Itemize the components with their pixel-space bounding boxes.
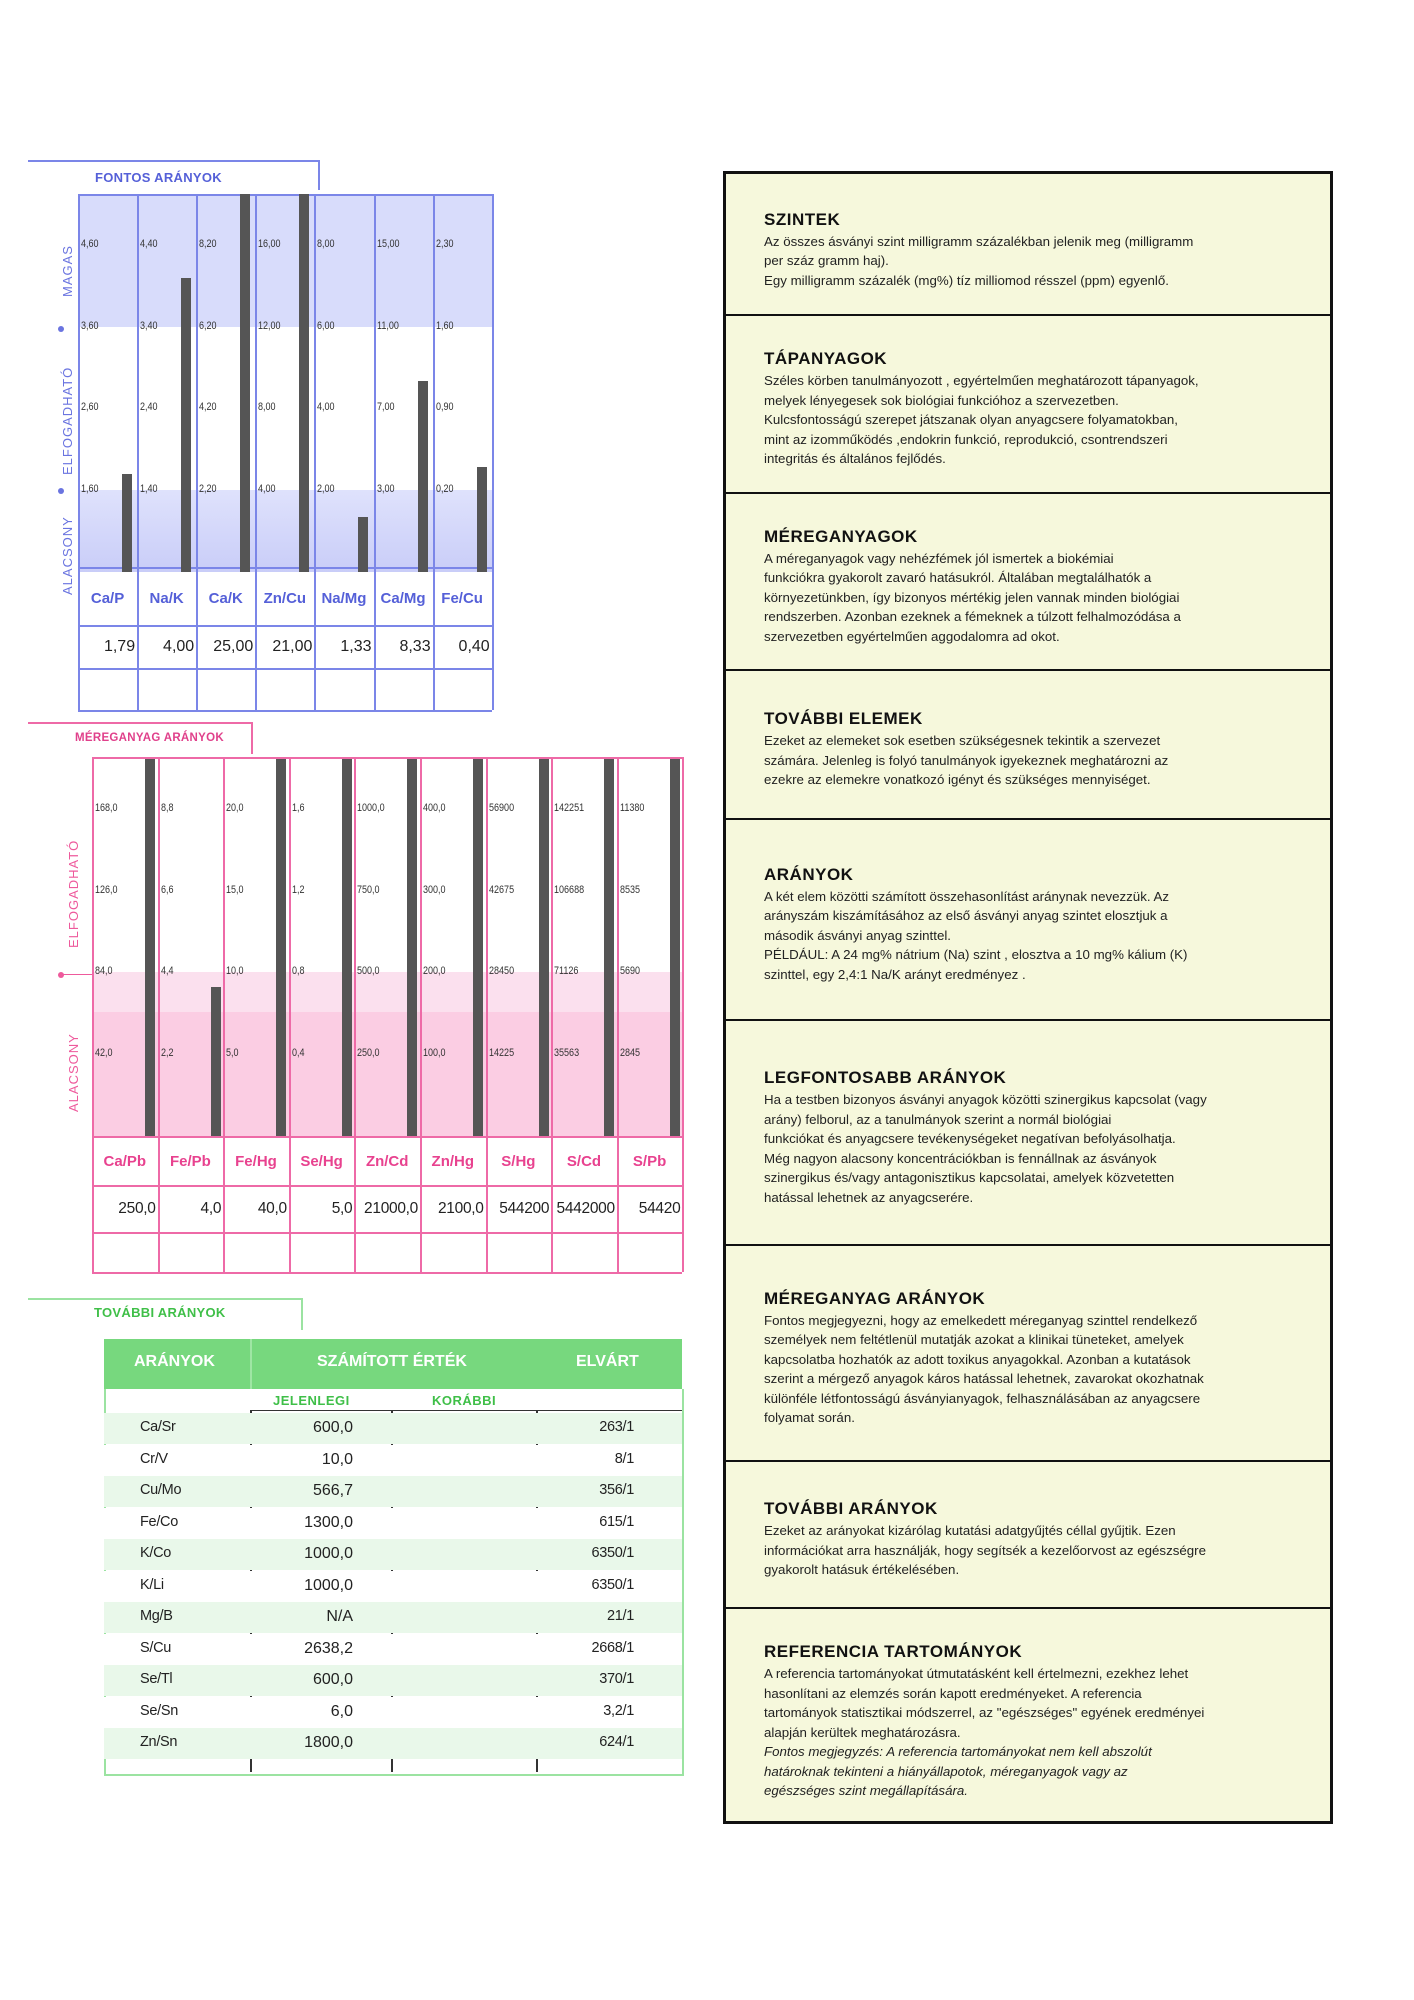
section-title: ARÁNYOK [764,864,854,884]
value-label: 4,00 [163,638,195,655]
tick-label: 20,0 [226,802,244,814]
category-label: S/Pb [632,1153,667,1170]
header-calculated: SZÁMÍTOTT ÉRTÉK [317,1353,467,1370]
value-label: 1,33 [340,638,372,655]
tick-label: 35563 [554,1047,580,1059]
section-text: Ha a testben bizonyos ásványi anyagok közötti szinergikus kapcsolat (vagy arány) felborul, az a tanulmányok szerint a normál biológiai funkciókat és anyagcsere tevékenységeket negatívan befolyásolhatja. Még nagyon alacsony koncentrációkban is fennállnak az ásványok szinergikus és/vagy antagonisztikus kapcsolatai, amelyek közvetetten hatással lehetnek az anyagcserére. [764,1092,1207,1205]
tick-label: 142251 [554,802,585,814]
zone-label-acceptable: ELFOGADHATÓ [60,366,75,475]
bar-s-cd [604,757,614,1136]
cell-expected: 6350/1 [591,1576,634,1593]
category-label: Na/K [149,590,184,607]
tick-label: 11380 [619,802,645,814]
table-row [104,1697,682,1728]
section-text: Széles körben tanulmányozott , egyértelműen meghatározott tápanyagok, melyek lényegesek sok biológiai funkcióhoz a szervezetben. Kulcsfontosságú szerepet játszanak olyan anyagcsere folyamatokban, mint az izomműködés ,endokrin funkció, reprodukció, csontrendszeri integritás és általános fejlődés. [764,373,1199,467]
table-row [104,1665,682,1696]
tick-label: 400,0 [423,802,446,814]
tick-label: 12,00 [258,320,281,332]
table-row [104,1602,682,1633]
cell-expected: 624/1 [599,1734,634,1750]
tick-label: 8,00 [317,238,335,250]
tick-label: 2,20 [199,483,217,495]
cell-ratio: Mg/B [140,1608,173,1624]
section-text: A két elem közötti számított összehasonlítást aránynak nevezzük. Az arányszám kiszámításához az első ásványi anyag szintet elosztjuk a második ásványi anyag szinttel. PÉLDÁUL: A 24 mg% nátrium (Na) szint , elosztva a 10 mg% kálium (K) szinttel, egy 2,4:1 Na/K arányt eredményez . [764,888,1188,982]
cell-current: 6,0 [330,1702,353,1720]
value-label: 25,00 [213,638,254,655]
value-label: 54420 [638,1200,681,1217]
value-label: 250,0 [118,1200,156,1217]
bar-ca-p [122,474,132,572]
tick-label: 500,0 [357,965,380,977]
category-label: S/Cd [566,1153,602,1170]
category-label: Se/Hg [300,1153,343,1170]
tick-label: 42675 [488,884,514,896]
section-text: A méreganyagok vagy nehézfémek jól ismertek a biokémiai funkciókra gyakorolt zavaró hatásukról. Általában megtalálhatók a környezetünkben, így bizonyos mértékig jelen vannak minden biológiai rendszerben. Azonban ezeknek a fémeknek a túlzott felhalmozódása a szervezetben egyértelműen aggodalomra ad okot. [764,550,1181,644]
tick-label: 84,0 [95,965,113,977]
section-text: Az összes ásványi szint milligramm százalékban jelenik meg (milligramm per száz gramm haj). Egy milligramm százalék (mg%) tíz milliomod résszel (ppm) egyenlő. [764,233,1194,288]
bar-ca-mg [418,381,428,572]
category-label: Zn/Cu [263,590,307,607]
cell-ratio: Zn/Sn [140,1734,178,1750]
category-label: Fe/Cu [441,590,483,607]
tick-label: 0,8 [291,965,305,977]
important-ratios-title: FONTOS ARÁNYOK [95,170,222,185]
zone-label-low: ALACSONY [60,516,75,595]
cell-current: 2638,2 [304,1639,353,1657]
cell-expected: 356/1 [599,1482,634,1498]
cell-current: 1300,0 [304,1513,353,1531]
category-label: Ca/Pb [103,1153,147,1170]
tick-label: 0,4 [291,1047,305,1059]
further-ratios-title: TOVÁBBI ARÁNYOK [94,1305,226,1320]
tick-label: 106688 [554,884,585,896]
cell-current: 1000,0 [304,1576,353,1594]
tick-label: 750,0 [357,884,380,896]
section-title: TOVÁBBI ARÁNYOK [764,1499,938,1519]
zone-label-high: MAGAS [60,245,75,297]
section-title: SZINTEK [764,209,841,229]
bar-zn-cd [407,757,417,1136]
table-row [104,1445,682,1476]
section-title: REFERENCIA TARTOMÁNYOK [764,1642,1023,1662]
bar-s-pb [670,757,680,1136]
category-label: Zn/Cd [365,1153,409,1170]
info-section [726,174,1330,316]
tick-label: 5,0 [226,1047,239,1059]
zone-high [78,194,492,327]
tick-label: 126,0 [95,884,118,896]
tick-label: 0,90 [435,401,454,413]
tick-label: 2845 [619,1047,640,1059]
value-label: 5442000 [556,1200,615,1217]
tick-label: 300,0 [423,884,446,896]
bar-na-mg [358,517,368,572]
category-label: Ca/P [90,590,125,607]
cell-current: 10,0 [321,1450,353,1468]
cell-ratio: Fe/Co [140,1513,178,1530]
tick-label: 10,0 [226,965,244,977]
cell-current: 600,0 [312,1671,353,1688]
cell-expected: 8/1 [614,1450,634,1467]
tick-label: 6,00 [317,320,335,332]
header-ratios: ARÁNYOK [134,1353,215,1370]
tick-label: 2,40 [140,401,158,413]
tick-label: 100,0 [423,1047,446,1059]
tick-label: 4,40 [140,238,158,250]
bar-zn-cu [299,194,309,572]
tick-label: 1,6 [291,802,305,814]
tick-label: 1,60 [435,320,454,332]
zone-acceptable [92,757,682,972]
bar-se-hg [342,757,352,1136]
section-note: Fontos megjegyzés: A referencia tartományokat nem kell abszolút határoknak tekinteni a hiányállapotok, méreganyagok vagy az egészséges szint megállapítására. [764,1744,1152,1799]
tick-label: 16,00 [258,238,281,250]
value-label: 2100,0 [437,1200,484,1217]
table-row [104,1728,682,1759]
value-label: 0,40 [458,638,490,655]
tick-label: 28450 [488,965,514,977]
bar-zn-hg [473,757,483,1136]
info-section [726,1019,1330,1246]
zone-label-acceptable: ELFOGADHATÓ [66,839,81,948]
value-label: 40,0 [257,1200,287,1217]
section-title: TÁPANYAGOK [764,349,888,369]
cell-current: 1800,0 [304,1734,353,1751]
info-section [726,492,1330,671]
category-label: Fe/Pb [169,1153,211,1170]
tick-label: 250,0 [357,1047,380,1059]
tick-label: 4,4 [160,965,174,977]
bar-fe-pb [211,987,221,1136]
tick-label: 14225 [488,1047,514,1059]
tick-label: 3,60 [81,320,99,332]
bar-ca-pb [145,757,155,1136]
info-section [726,1460,1330,1609]
value-label: 544200 [499,1200,550,1217]
tick-label: 1000,0 [357,802,385,814]
category-label: Fe/Hg [235,1153,277,1170]
bar-s-hg [539,757,549,1136]
section-text: Ezeket az arányokat kizárólag kutatási adatgyűjtés céllal gyűjtik. Ezen információkat arra használják, hogy segítsék a kezelőorvost az egészségre gyakorolt hatásuk értékelésében. [764,1523,1206,1578]
zone-label-low: ALACSONY [66,1033,81,1112]
tick-label: 3,40 [140,320,158,332]
bar-fe-hg [276,757,286,1136]
info-section [726,1244,1330,1462]
subheader-current: JELENLEGI [273,1393,350,1408]
info-section [726,314,1330,494]
tick-label: 15,0 [226,884,244,896]
cell-expected: 370/1 [599,1671,634,1687]
value-label: 8,33 [399,638,431,655]
category-label: Ca/K [208,590,243,607]
section-title: LEGFONTOSABB ARÁNYOK [764,1068,1007,1087]
info-section [726,818,1330,1021]
header-expected: ELVÁRT [576,1353,639,1370]
tick-label: 6,6 [160,884,174,896]
tick-label: 6,20 [199,320,217,332]
tick-label: 168,0 [95,802,118,814]
info-section [726,669,1330,820]
cell-current: 600,0 [312,1419,353,1436]
tick-label: 1,2 [291,884,305,896]
tick-label: 4,20 [199,401,217,413]
value-label: 21,00 [272,638,313,655]
cell-ratio: S/Cu [140,1639,172,1656]
value-label: 4,0 [200,1200,222,1217]
tick-label: 5690 [619,965,640,977]
info-panel [723,171,1333,1824]
value-label: 21000,0 [364,1200,418,1217]
cell-ratio: K/Li [140,1576,164,1593]
cell-expected: 263/1 [599,1419,634,1435]
tick-label: 4,60 [81,238,99,250]
zone-low [92,1012,682,1136]
cell-ratio: Cu/Mo [140,1482,182,1498]
cell-expected: 3,2/1 [603,1702,634,1719]
tick-label: 1,60 [81,483,99,495]
tick-label: 15,00 [376,238,400,250]
tick-label: 11,00 [376,320,399,332]
tick-label: 42,0 [95,1047,113,1059]
cell-expected: 21/1 [606,1608,634,1624]
table-row [104,1476,682,1507]
section-title: TOVÁBBI ELEMEK [764,709,923,729]
table-row [104,1508,682,1539]
tick-label: 7,00 [376,401,395,413]
cell-ratio: Se/Tl [140,1671,173,1687]
tick-label: 56900 [488,802,514,814]
tick-label: 2,2 [160,1047,174,1059]
tick-label: 0,20 [435,483,454,495]
table-row [104,1634,682,1665]
table-row [104,1413,682,1444]
bar-ca-k [240,194,250,572]
tick-label: 1,40 [140,483,158,495]
cell-ratio: K/Co [140,1545,172,1561]
cell-current: 566,7 [312,1482,353,1499]
info-section [726,1607,1330,1824]
cell-current: N/A [326,1608,353,1625]
tick-label: 8535 [619,884,640,896]
tick-label: 4,00 [258,483,276,495]
section-title: MÉREGANYAGOK [764,526,918,546]
section-text: Ezeket az elemeket sok esetben szükségesnek tekintik a szervezet számára. Jelenleg is folyó tanulmányok igyekeznek meghatározni az ezekre az elemekre vonatkozó igényt és szükséges mennyiséget. [764,733,1169,788]
cell-expected: 615/1 [599,1513,634,1530]
zone-low [78,490,492,572]
category-label: Na/Mg [321,590,367,607]
section-text: Fontos megjegyezni, hogy az emelkedett méreganyag szinttel rendelkező személyek nem feltétlenül mutatják azokat a klinikai tüneteket, amelyek kapcsolatba hozhatók az adott toxikus anyagokkal. Azonban a kutatások szerint a mérgező anyagok káros hatással lehetnek, zavarokat okozhatnak különféle létfontosságú ásványianyagok, felhasználásában az anyagcsere folyamat során. [764,1312,1204,1425]
category-label: Zn/Hg [431,1153,475,1170]
value-label: 5,0 [331,1200,353,1217]
section-text: A referencia tartományokat útmutatásként kell értelmezni, ezekhez lehet hasonlítani az elemzés során kapott eredményeket. A referencia tartományok statisztikai módszerrel, az "egészséges" egyének eredményei alapján kerültek meghatározásra. [764,1666,1205,1740]
subheader-previous: KORÁBBI [432,1393,497,1408]
tick-label: 3,00 [376,483,395,495]
tick-label: 2,60 [81,401,99,413]
cell-expected: 6350/1 [591,1545,634,1561]
tick-label: 8,20 [199,238,217,250]
section-title: MÉREGANYAG ARÁNYOK [764,1288,986,1308]
category-label: S/Hg [501,1153,536,1170]
cell-ratio: Cr/V [140,1450,168,1467]
toxic-ratios-title: MÉREGANYAG ARÁNYOK [75,732,224,744]
tick-label: 4,00 [317,401,335,413]
table-header [104,1339,682,1389]
tick-label: 8,8 [160,802,174,814]
tick-label: 2,00 [317,483,335,495]
cell-ratio: Ca/Sr [140,1419,176,1435]
tick-label: 8,00 [258,401,276,413]
cell-ratio: Se/Sn [140,1702,178,1719]
tick-label: 200,0 [423,965,446,977]
bar-fe-cu [477,467,487,572]
table-row [104,1539,682,1570]
value-label: 1,79 [103,638,136,655]
table-row [104,1571,682,1602]
tick-label: 71126 [554,965,579,977]
tick-label: 2,30 [435,238,454,250]
bar-na-k [181,278,191,572]
category-label: Ca/Mg [380,590,426,607]
cell-current: 1000,0 [304,1545,353,1562]
zone-mid [92,972,682,1012]
cell-expected: 2668/1 [591,1639,634,1656]
